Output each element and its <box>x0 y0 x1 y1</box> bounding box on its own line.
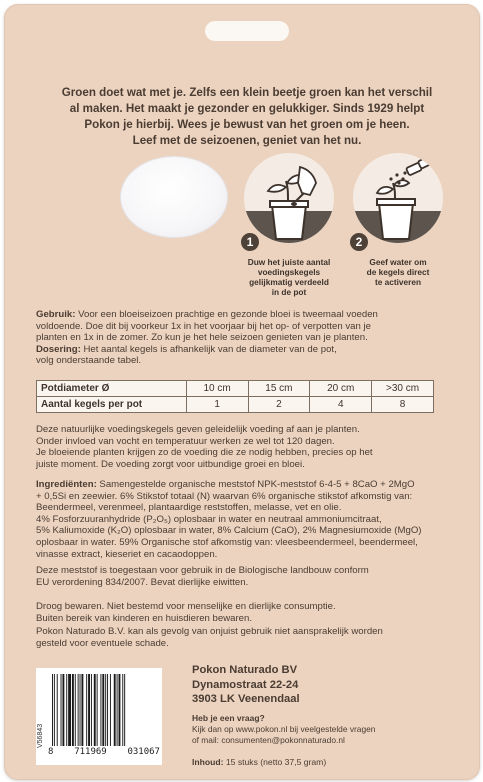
contents <box>192 757 462 767</box>
barcode-digit-group: 8 <box>48 747 54 757</box>
barcode-bar <box>75 674 76 746</box>
company-address <box>192 663 462 767</box>
step-1-text <box>235 257 343 297</box>
barcode-bar <box>88 674 90 746</box>
table-cell: 15 cm <box>248 381 310 397</box>
step-text-line: Geef water om <box>369 257 427 267</box>
barcode-bar <box>54 674 55 746</box>
barcode-bar <box>78 674 79 746</box>
dosing-line: Het aantal kegels is afhankelijk van de diameter van de pot, <box>80 343 337 355</box>
ingredients-line: Samengestelde organische meststof NPK-meststof 6-4-5 + 8CaO + 2MgO <box>96 479 415 490</box>
barcode-bar <box>107 674 108 746</box>
barcode-bar <box>119 674 121 746</box>
ingredients-line: vinasse extract, kieseriet en cacaodoppen. <box>36 548 218 560</box>
hang-hole <box>205 21 289 41</box>
info-line: Onder invloed van vocht en temperatuur werken ze wel tot 120 dagen. <box>36 435 335 447</box>
barcode-bar <box>117 674 118 746</box>
contents-value: 15 stuks (netto 37,5 gram) <box>223 756 327 767</box>
storage-notice <box>36 601 450 624</box>
ingredients-label: Ingrediënten: <box>36 479 97 490</box>
step-text-line: te activeren <box>374 277 422 287</box>
step-text-line: de kegels direct <box>366 267 430 277</box>
question-heading: Heb je een vraag? <box>192 712 265 723</box>
usage-label: Gebruik: <box>36 309 76 320</box>
usage-line: Voor een bloeiseizoen prachtige en gezonde bloei is tweemaal voeden <box>75 309 378 320</box>
intro-line: Pokon je hierbij. Wees je bewust van het groen om je heen. <box>84 118 410 131</box>
barcode-bar <box>72 674 74 746</box>
company-city: 3903 LK Veenendaal <box>192 693 300 705</box>
eu-line: EU verordening 834/2007. Bevat dierlijke eiwitten. <box>36 576 249 588</box>
barcode-bar <box>100 674 101 746</box>
usage-line: voldoende. Doe dit bij voorkeur 1x in het voorjaar bij het op- of verpotten van je <box>36 320 371 332</box>
table-cell: 10 cm <box>186 381 248 397</box>
info-line: Deze natuurlijke voedingskegels geven geleidelijk voeding af aan je planten. <box>36 424 360 435</box>
contents-label: Inhoud: <box>192 756 224 767</box>
step-2-text <box>344 257 452 287</box>
push-cones-icon <box>244 153 334 243</box>
barcode-bar <box>81 674 83 746</box>
step-number-badge: 2 <box>348 231 370 253</box>
barcode-bar <box>114 674 116 746</box>
table-row-label: Aantal kegels per pot <box>37 397 187 413</box>
table-row-label: Potdiameter Ø <box>37 381 187 397</box>
table-cell: >30 cm <box>372 381 434 397</box>
barcode-digits <box>48 747 160 757</box>
eu-line: Deze meststof is toegestaan voor gebruik in de Biologische landbouw conform <box>36 565 369 576</box>
intro-line: al maken. Het maakt je gezonder en gelukkiger. Sinds 1929 helpt <box>69 102 425 115</box>
liability-line: Pokon Naturado B.V. kan als gevolg van onjuist gebruik niet aansprakelijk worden <box>36 626 383 637</box>
barcode-bar <box>62 674 64 746</box>
step-text-line: Duw het juiste aantal <box>247 257 331 267</box>
barcode-bar <box>122 674 123 746</box>
storage-line: Buiten bereik van kinderen en huisdieren bewaren. <box>36 612 252 624</box>
info-line: Je bloeiende planten krijgen zo de voeding die ze nodig hebben, precies op het <box>36 447 373 459</box>
intro-line: Groen doet wat met je. Zelfs een klein beetje groen kan het verschil <box>61 86 433 99</box>
barcode-bar <box>102 674 104 746</box>
step-1 <box>241 153 337 297</box>
barcode-bar <box>94 674 96 746</box>
barcode-bar <box>61 674 62 746</box>
storage-line: Droog bewaren. Niet bestemd voor menselijke en dierlijke consumptie. <box>36 601 336 612</box>
dosage-table <box>36 380 434 413</box>
intro-text <box>40 85 454 149</box>
ingredients-section <box>36 479 450 560</box>
table-row <box>37 381 434 397</box>
product-info <box>36 424 450 470</box>
step-text-line: in de pot <box>271 287 307 297</box>
step-number-badge: 1 <box>239 231 261 253</box>
barcode-bar <box>68 674 71 746</box>
step-2 <box>350 153 446 287</box>
table-cell: 8 <box>372 397 434 413</box>
blister-window <box>121 157 227 237</box>
ingredients-line: oplosbaar in water. 59% Organische stof afkomstig van: vleesbeendermeel, beendermeel, <box>36 536 418 548</box>
company-name: Pokon Naturado BV <box>192 664 298 676</box>
contact-line: of mail: consumenten@pokonnaturado.nl <box>192 734 345 745</box>
barcode-bar <box>110 674 111 746</box>
barcode-bar <box>124 674 125 746</box>
barcode-digit-group: 711969 <box>74 747 107 757</box>
usage-line: planten en 1x in de zomer. Zo kun je het hele seizoen genieten van je planten. <box>36 332 368 344</box>
table-cell: 2 <box>248 397 310 413</box>
ingredients-line: Beendermeel, verenmeel, plantaardige reststoffen, melasse, vet en olie. <box>36 502 342 514</box>
intro-line: Leef met de seizoenen, geniet van het nu. <box>132 134 362 147</box>
watering-icon <box>353 153 443 243</box>
barcode-bar <box>57 674 58 746</box>
barcode-bar <box>80 674 81 746</box>
ingredients-line: 5% Kaliumoxide (K₂O) oplosbaar in water, 8% Calcium (CaO), 2% Magnesiumoxide (MgO) <box>36 525 422 537</box>
barcode-bar <box>52 674 53 746</box>
barcode-bar <box>91 674 92 746</box>
ingredients-line: + 0,5Si en zeewier. 6% Stikstof totaal (N) waarvan 6% organische stikstof afkomstig van: <box>36 490 413 502</box>
barcode-bar <box>66 674 67 746</box>
ingredients-line: 4% Fosforzuuranhydride (P₂O₅) oplosbaar in water en neutraal ammoniumcitraat, <box>36 513 382 525</box>
barcode-bar <box>97 674 98 746</box>
barcode-bar <box>105 674 106 746</box>
company-street: Dynamostraat 22-24 <box>192 678 299 691</box>
barcode-bars <box>50 674 158 746</box>
article-code: V56843 <box>37 723 44 748</box>
contact-line: Kijk dan op www.pokon.nl bij veelgestelde vragen <box>192 723 376 734</box>
barcode <box>36 668 162 765</box>
step-text-line: voedingskegels <box>257 267 321 277</box>
liability-notice <box>36 626 450 649</box>
table-cell: 4 <box>310 397 372 413</box>
step-text-line: gelijkmatig verdeeld <box>249 277 329 287</box>
dosing-label: Dosering: <box>36 343 81 355</box>
liability-line: gesteld voor eventuele schade. <box>36 637 169 649</box>
dosing-line: volg onderstaande tabel. <box>36 355 142 367</box>
barcode-bar <box>86 674 87 746</box>
table-cell: 1 <box>186 397 248 413</box>
table-row <box>37 397 434 413</box>
barcode-digit-group: 031067 <box>127 747 160 757</box>
info-line: juiste moment. De voeding zorgt voor uitbundige groei en bloei. <box>36 458 305 470</box>
table-cell: 20 cm <box>310 381 372 397</box>
usage-section <box>36 309 450 367</box>
organic-notice <box>36 565 450 588</box>
